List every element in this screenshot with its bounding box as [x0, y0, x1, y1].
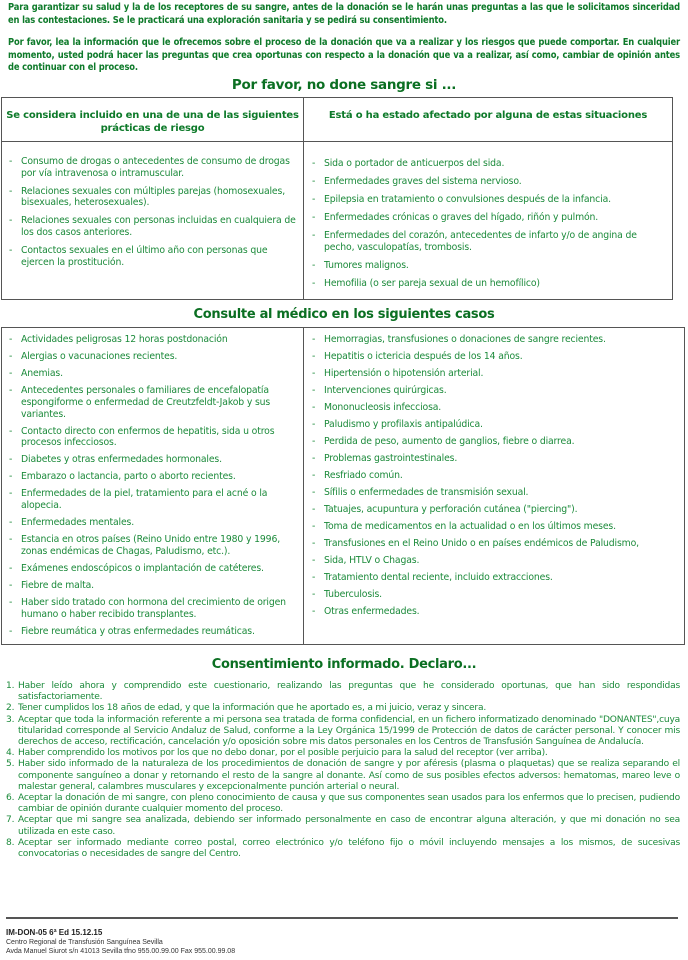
item-number: 2.	[6, 703, 15, 714]
consent-list	[6, 681, 680, 860]
list-item: - Haber sido tratado con hormona del crecimiento de origen humano o haber recibido transplantes.	[7, 597, 299, 621]
item-text: Haber leído ahora y comprendido este cuestionario, realizando las preguntas que he considerado oportunas, que han sido respondidas satisfactoriamente.	[18, 681, 680, 703]
list-item: - Hipertensión o hipotensión arterial.	[310, 368, 680, 380]
consent-item	[6, 759, 680, 793]
list-item: - Tratamiento dental reciente, incluido extracciones.	[310, 572, 680, 584]
consent-item	[6, 703, 680, 714]
consent-item	[6, 681, 680, 703]
list-item: - Sífilis o enfermedades de transmisión sexual.	[310, 487, 680, 499]
list-item: - Embarazo o lactancia, parto o aborto recientes.	[7, 471, 299, 483]
list-item: - Enfermedades del corazón, antecedentes de infarto y/o de angina de pecho, vasculopatías, trombosis.	[310, 230, 665, 254]
item-text: Aceptar que toda la información referente a mi persona sea tratada de forma confidencial, en un fichero informatizado denominado "DONANTES",cuya titularidad corresponde al Servicio Andaluz de Salud, conforme a la Ley Orgánica 15/1999 de Protección de datos de carácter personal. Y conocer mis derechos de acceso, rectificación, cancelación y/o oposición sobre mis datos personales en los Centros de Transfusión Sanguínea de Andalucía.	[18, 714, 680, 748]
list-item: - Perdida de peso, aumento de ganglios, fiebre o diarrea.	[310, 436, 680, 448]
consent-item	[6, 793, 680, 815]
list-item: - Problemas gastrointestinales.	[310, 453, 680, 465]
consent-item	[6, 715, 680, 749]
item-text: Tener cumplidos los 18 años de edad, y que la información que he aportado es, a mi juicio, veraz y sincera.	[18, 703, 487, 714]
risk-practices-list	[7, 156, 297, 274]
consent-item	[6, 838, 680, 860]
list-item: - Fiebre reumática y otras enfermedades reumáticas.	[7, 626, 299, 638]
column-divider	[303, 328, 304, 644]
consult-left-list	[7, 334, 299, 643]
consent-item	[6, 815, 680, 837]
list-item: - Sida o portador de anticuerpos del sida.	[310, 158, 665, 170]
list-item: - Contactos sexuales en el último año con personas que ejercen la prostitución.	[7, 245, 297, 269]
list-item: - Contacto directo con enfermos de hepatitis, sida u otros procesos infecciosos.	[7, 426, 299, 450]
item-text: Aceptar la donación de mi sangre, con pleno conocimiento de causa y que sus componentes sean usados para los enfermos que lo precisen, pudiendo cambiar de opinión durante cualquier momento del proceso.	[18, 793, 680, 815]
footer-divider	[6, 917, 678, 919]
list-item: - Relaciones sexuales con múltiples parejas (homosexuales, bisexuales, heterosexuales).	[7, 186, 297, 210]
affected-situations-list	[310, 158, 665, 296]
list-item: - Otras enfermedades.	[310, 606, 680, 618]
list-item: - Relaciones sexuales con personas incluidas en cualquiera de los dos casos anteriores.	[7, 215, 297, 239]
no-donate-title: Por favor, no done sangre si ...	[231, 77, 457, 93]
item-number: 5.	[6, 759, 15, 770]
item-text: Haber sido informado de la naturaleza de los procedimientos de donación de sangre y por aféresis (plasma o plaquetas) que se realiza separando el componente sanguíneo a donar y retornando el resto de la sangre al donante. Así como de sus posibles efectos adversos: hematomas, mareo leve o malestar general, calambres musculares y excepcionalmente punción arterial o neural.	[18, 759, 680, 792]
list-item: - Toma de medicamentos en la actualidad o en los últimos meses.	[310, 521, 680, 533]
list-item: - Intervenciones quirúrgicas.	[310, 385, 680, 397]
item-text: Aceptar ser informado mediante correo postal, correo electrónico y/o teléfono fijo o móvil incluyendo mensajes a los mismos, de sucesivas convocatorias o necesidades de sangre del Centro.	[18, 837, 680, 860]
list-item: - Actividades peligrosas 12 horas postdonación	[7, 334, 299, 346]
list-item: - Enfermedades crónicas o graves del hígado, riñón y pulmón.	[310, 212, 665, 224]
item-text: Aceptar que mi sangre sea analizada, debiendo ser informado personalmente en caso de encontrar alguna alteración, y que mi donación no sea utilizada en este caso.	[18, 815, 680, 837]
list-item: - Estancia en otros países (Reino Unido entre 1980 y 1996, zonas endémicas de Chagas, Paludismo, etc.).	[7, 534, 299, 558]
list-item: - Hemofilia (o ser pareja sexual de un hemofílico)	[310, 278, 665, 290]
list-item: - Tuberculosis.	[310, 589, 680, 601]
item-text: Haber comprendido los motivos por los que no debo donar, por el posible perjuicio para la salud del receptor (ver arriba).	[18, 748, 548, 759]
item-number: 8.	[6, 837, 15, 848]
item-number: 1.	[6, 681, 15, 691]
center-address: Avda Manuel Siurot s/n 41013 Sevilla tfno 955.00.99.00 Fax 955.00.99.08	[6, 948, 236, 955]
list-item: - Consumo de drogas o antecedentes de consumo de drogas por vía intravenosa o intramuscular.	[7, 156, 297, 180]
list-item: - Alergias o vacunaciones recientes.	[7, 351, 299, 363]
column-divider	[303, 98, 304, 299]
no-donate-table	[1, 97, 673, 300]
consent-title: Consentimiento informado. Declaro...	[211, 657, 477, 672]
affected-situations-header: Está o ha estado afectado por alguna de estas situaciones	[328, 110, 648, 121]
list-item: - Paludismo y profilaxis antipalúdica.	[310, 419, 680, 431]
center-name: Centro Regional de Transfusión Sanguínea Sevilla	[6, 939, 163, 946]
list-item: - Mononucleosis infecciosa.	[310, 402, 680, 414]
consult-doctor-title: Consulte al médico en los siguientes casos	[193, 307, 495, 322]
list-item: - Tumores malignos.	[310, 260, 665, 272]
list-item: - Antecedentes personales o familiares de encefalopatía espongiforme o enfermedad de Creutzfeldt-Jakob y sus variantes.	[7, 385, 299, 420]
intro-paragraph-2: Por favor, lea la información que le ofrecemos sobre el proceso de la donación que va a realizar y los riesgos que puede comportar. En cualquier momento, usted podrá hacer las preguntas que crea oportunas con respecto a la donación que va a realizar, así como, cambiar de opinión antes de continuar con el proceso.	[8, 37, 680, 73]
intro-paragraph-1: Para garantizar su salud y la de los receptores de su sangre, antes de la donación se le harán unas preguntas a las que le solicitamos sinceridad en las contestaciones. Se le practicará una exploración sanitaria y se pedirá su consentimiento.	[8, 2, 680, 26]
consent-item	[6, 748, 680, 759]
item-number: 3.	[6, 714, 15, 725]
list-item: - Epilepsia en tratamiento o convulsiones después de la infancia.	[310, 194, 665, 206]
list-item: - Resfriado común.	[310, 470, 680, 482]
header-divider	[2, 141, 672, 142]
consult-doctor-table	[1, 327, 685, 645]
list-item: - Tatuajes, acupuntura y perforación cutánea ("piercing").	[310, 504, 680, 516]
list-item: - Fiebre de malta.	[7, 580, 299, 592]
list-item: - Enfermedades mentales.	[7, 517, 299, 529]
document-code: IM-DON-05 6ª Ed 15.12.15	[6, 928, 103, 937]
list-item: - Anemias.	[7, 368, 299, 380]
list-item: - Enfermedades de la piel, tratamiento para el acné o la alopecia.	[7, 488, 299, 512]
list-item: - Enfermedades graves del sistema nervioso.	[310, 176, 665, 188]
list-item: - Hemorragias, transfusiones o donaciones de sangre recientes.	[310, 334, 680, 346]
list-item: - Transfusiones en el Reino Unido o en países endémicos de Paludismo,	[310, 538, 680, 550]
list-item: - Exámenes endoscópicos o implantación de catéteres.	[7, 563, 299, 575]
list-item: - Hepatitis o ictericia después de los 14 años.	[310, 351, 680, 363]
item-number: 7.	[6, 815, 15, 826]
list-item: - Diabetes y otras enfermedades hormonales.	[7, 454, 299, 466]
list-item: - Sida, HTLV o Chagas.	[310, 555, 680, 567]
item-number: 4.	[6, 748, 15, 759]
risk-practices-header: Se considera incluido en una de una de las siguientes prácticas de riesgo	[6, 110, 299, 134]
item-number: 6.	[6, 793, 15, 804]
footer	[6, 928, 235, 956]
consult-right-list	[310, 334, 680, 623]
